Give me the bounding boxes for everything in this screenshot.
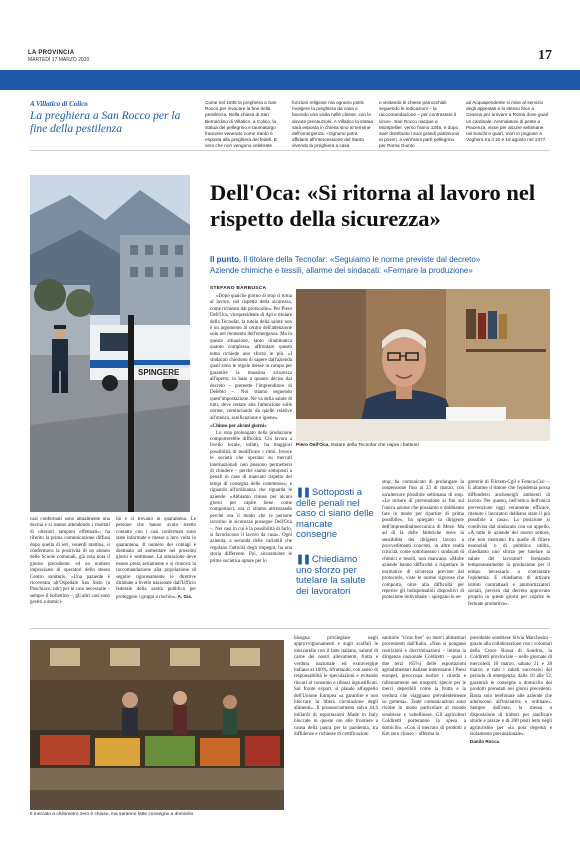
issue-date: MARTEDÌ 17 MARZO 2020 xyxy=(28,57,90,63)
top-article-headline: La preghiera a San Rocco per la fine della pestilenza xyxy=(30,110,181,135)
sub-line-1: Il titolare della Tecnofar: «Seguiamo le norme previste dal decreto» xyxy=(243,255,481,264)
market-illustration xyxy=(30,640,284,810)
portrait-caption-name: Piero Dell'Oca, xyxy=(296,443,330,448)
main-headline: Dell'Oca: «Si ritorna al lavoro nel rispetto della sicurezza» xyxy=(210,180,536,231)
main-subhead: «Chiuso per alcuni giorni» xyxy=(210,424,267,430)
sub-lead: Il punto. xyxy=(210,255,242,264)
pull-quote-2-text: Chiediamo uno sforzo per tutelare la salute dei lavoratori xyxy=(296,554,366,597)
quote-mark-icon: ❚❚ xyxy=(296,487,310,498)
main-article-col-4: greterie di Filctem-Cgil e Femca-Cisl –. E allarme il timore che l'epidemia possa diffondersi ancheneigli ambienti di lavoro. Per questo, nell'ottica dell'unica prevenzione oggi veramente efficace, ritenuto i lavoratori debbano stare il più possibile a casa». La posizione si condivisa dal sindacato con un appello. «A tutte le aziende del nostro settore, che non rientrano fra quelle di filiere essenziali o di pubblica utilità, chiediamo uno sforzo per tutelare la salute dei lavoratori fermando temporaneamente la produzione per il tempo necessario a contrastare l'epidemia. E chiediamo di attivare istituti contrattuali e ammortizzatori sociali, previsti dal decreto approvato proprio in questi giorni per coprire le fermate produttive». xyxy=(468,480,550,607)
pull-quote-2 xyxy=(296,555,374,597)
photo-piero-delloca xyxy=(296,289,550,441)
left-article-col-b-text: lio e si trovano in quarantena. Le persone che hanno avuto stretto contatto con i casi confermati sono state informate e messe a loro volta in quarantena. Il numero dei contagi è destinato ad aumentare nei prossimi giorni e settimane. La situazione deve essere presa seriamente e si rinnova la raccomandazione alla popolazione di seguire rigorosamente le direttive diramate a livello nazionale dall'Ufficio federale della sanità pubblica per proteggere i gruppi a rischio». xyxy=(116,517,196,600)
main-paragraph-1: «Dopo qualche giorno di stop ci torna al lavoro, nel rispetto della sicurezza, come richiesto dal protocollo». Per Piero Dell'Oca, vicepresidente di Api e titolare della Tecnofar, la tutela della salute non è un argomento al centro dell'attenzione solo nel momento dell'emergenza. Ma in questa situazione, tanto drammatica quanto complessa, affrontare questo tema richiede uno sforzo in più. «I sindacati chiedono di sapere dall'azienda quali sono le regole messe in campo per garantire la massima sicurezza all'aperto, in base a quanto deciso dal decreto – premette l'imprenditore di Delebio –. Noi stiamo seguendo quest'impostazione. Ne va della salute di tutti, deve restare alta l'attenzione sulle norme, cominciando da quelle relative all'utenza, sanificazione e igiene». xyxy=(210,294,292,421)
bottom-article-signature: Danilo Rocca xyxy=(470,738,500,744)
left-article-col-a: casi confermati sono attualmente una decina e si stanno attendendo i risultati di ulteriori tamponi effettuati», ha riferito la prima comunicazione diffusa dopo quella di ieri, venerdì mattina, si confermava la positività di un alunno delle Scuole comunali, già resa nota il giorno precedente, ed un numero imprecisato di operatori dello stesso Centro sanitario. «Una paziente è ricoverata all'Ospedale San Sisto (a Poschiavo, ndr) per le cure necessarie – sempre il bollettino –, gli altri casi sono gestiti a domici- xyxy=(30,517,110,606)
page-number: 17 xyxy=(538,48,552,63)
bottom-article-col-3 xyxy=(470,636,552,745)
pull-quote-1-text: Sottoposti a delle penali nel caso ci siano delle mancate consegne xyxy=(296,487,374,540)
sub-line-2: Aziende chimiche e tessili, allarme dei sindacati: «Fermare la produzione» xyxy=(210,265,473,275)
divider xyxy=(30,150,550,151)
portrait-caption-text: titolare della Tecnofar che riapre i battenti xyxy=(331,443,419,448)
top-article-col-3: o visitando le chiese parrocchiali seguendo le indicazioni – la raccomandazione – per contrastare il virus». San Rocco nacque a Montpellier, verso l'anno 1345, e dopo aver distribuito i suoi grandi patrimonio ai poveri, a vent'anni partì pellegrino per Roma Giunto xyxy=(379,100,460,149)
bottom-article-col-3-text: presidente sondriese Silvia Marchesini – grazie alla collaborazione con i volontari della Croce Rossa di Sondrio, la Coldiretti provinciale – nelle giornate di mercoledì 18 marzo, sabato 21 e 28 marzo, e tutti i sabati successivi del periodo di emergenza, dalle 10 alle 12, garantirà le consegne a domicilio dei prodotti prenotati nei giorni precedenti. Basta solo telefonare alle aziende che aderiscono all'iniziativa e ordinare». Sempre dall'ente, la messa a disposizione di trattori per sanificare strade e piazze e di 200 posti letto negli agriturismo per «la post degema e isolamento precauzionale». xyxy=(470,636,552,738)
town-square-illustration xyxy=(30,175,190,512)
main-paragraph-2: Lo stop prolungato della produzione comporterebbe difficoltà. Chi lavora a livello locale, infatti, ha maggiori possibilità di modificare i ritmi. Invece le società che operano su mercati internazionali non possono permettersi di chiudere – perché siamo sottoposti a penali in caso di mancato rispetto dei tempi di consegna delle commesse»; e riguardo all'ordinanza che riguarda le aziende. «Abbiamo chiuso per alcuni giorni per capire bene come comportarci, ora ci stiamo attrezzando perché ora il modo che le persone lavorino in sicurezza prosegue Dell'Oca –. Nei casi in cui è la possibilità di farlo, si favoriscono il lavoro da casa». Ogni azienda, a seconda delle variabili che regolano l'attività degli impegni, ha una storia differente. Poi, sicuramente le prime società a optare per lo xyxy=(210,430,292,564)
photo-covered-market xyxy=(30,640,284,810)
quote-mark-icon: ❚❚ xyxy=(296,554,310,565)
bottom-article-col-1: bisogna privilegiare negli approvvigionamenti e sugli scaffali le mozzarelle con il latte italiano, salumi di carne dei nostri allevamenti, frutta e verdura nazionale ed extravergine italiano al 100%. Sfruttando, con senso di responsabilità le speculazioni e evitando rincari al consumo e ribassi ingiustificati. Sul fronte export, si plaude all'appello dell'Unione Europea «a garantire e non bloccare la libera circolazione degli alimenti». Il pronunciamento salva 44,6 miliardi di esportazioni Made in Italy bloccate in queste ore alle frontiere a causa della paura per la pandemia, tra diffidenze e richieste di certificazioni xyxy=(294,636,378,738)
top-article-col-4: ad Acquapendente si mise al servizio degli appestati e lo stesso fece a Cesena per arrivare a Roma dove guarì un cardinale. Ammalatosi di peste a Piacenza, visse per alcune settimane nei boschi e guarì, morì in prigione a Voghera tra il 15 e 16 agosto nel 1377. xyxy=(466,100,549,143)
section-band xyxy=(0,70,580,90)
main-article-col-3: stop, ha comunicato di prolungare la sospensione fino al 23 di marzo, con un'ulteriore possibile settimana di stop. «Le misure di prevenzione ai fini sul l'unica azione che possiamo e dobbiamo fare in modo per ripartire di prima possibile», ha spiegato la dirigente dell'imprenditalmeccanica di Mese. Ma ad di là delle fabbriche dove la sensibilità dei dirigenti lavoro a provvedimenti concreti, in altre realtà criticità, come sottolineano i sindacati di chimici e tessili, non mancano. «Molte aziende hanno difficoltà a rispettare le normative di sicurezza previste dal protocollo, viste le norme rigorose che comporta, oltre alla difficoltà per reperire gli indispensabili dispositivi di protezione individuale – spiegano le se- xyxy=(382,480,464,601)
main-subheadline xyxy=(210,255,550,276)
top-article-col-1: Come nel 1836 la preghiera a San Rocco per invocare la fine della pestilenza. Nella chiesa di San Bernardino di Villatico, a Colico, la statua del pellegrino e taumaturgo francese venerato come Santo è esposta alla preghiera dei fedeli. E vero che non vengono celebrate xyxy=(205,100,277,149)
door-sign-label: SPINGERE xyxy=(138,368,180,377)
top-article-kicker: A Villatico di Colico xyxy=(30,100,88,108)
market-caption: Il mercato a chilometro zero è chiuso, ma saranno fatte consegne a domicilio xyxy=(30,812,194,817)
left-article-signature: A. Gis. xyxy=(177,593,193,599)
pull-quote-1 xyxy=(296,488,374,541)
top-article-col-2: funzioni religiose ma ognuno potrà rivolgere la preghiera da casa o facendo una visita nelle chiese, con le dovute precauzioni. A Villatico la statua sarà esposta in chiesa sino al termine dell'emergenza. «Ognuno potrà affidarsi all'intercessione del Santo vivendo la preghiera a casa xyxy=(292,100,373,149)
divider xyxy=(30,628,550,629)
paper-name: LA PROVINCIA xyxy=(28,50,75,56)
portrait-caption xyxy=(296,443,550,448)
masthead xyxy=(28,50,552,66)
portrait-illustration xyxy=(296,289,550,441)
photo-town-square xyxy=(30,175,190,512)
main-article-col-1 xyxy=(210,294,292,565)
byline: STEFANO BARBUSCA xyxy=(210,286,267,291)
left-article-col-b xyxy=(116,517,196,601)
bottom-article-col-2: sanitarie "virus free" su merci alimentari provenienti dall'Italia. «Non si pongano restrizioni e discriminazioni – intima la dirigenza nazionale Coldiretti – quasi i due terzi (65%) delle esportazioni agroalimentari italiane interessano i Paesi europei, preoccupa inoltre i ritardo e rallentamento nei trasporti, specie per le merci deperibili come la frutta e la verdura che viaggiano prevalentemente su gomma». Tante comunicazioni sono rivolte in modo particolare al mondo sondriese e valtellinese. Gli agricoltori Coldiretti porteranno la spesa a domicilio. «Con il mercato di prodotti a Km zero chiuso – afferma la xyxy=(382,636,466,738)
